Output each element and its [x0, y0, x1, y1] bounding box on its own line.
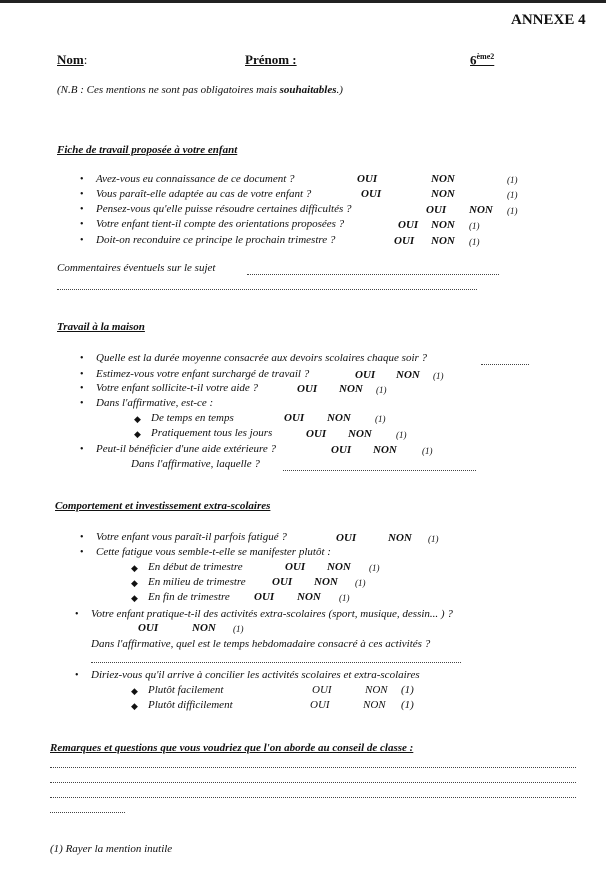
no-option[interactable]: NON: [431, 235, 455, 247]
no-option[interactable]: NON: [327, 561, 351, 573]
no-option[interactable]: NON: [469, 204, 493, 216]
answer-line[interactable]: [91, 662, 461, 663]
bullet: •: [80, 383, 84, 394]
yes-option[interactable]: OUI: [355, 369, 376, 381]
prenom-label: Prénom :: [245, 52, 297, 67]
no-option[interactable]: NON: [365, 684, 388, 696]
bullet: •: [80, 444, 84, 455]
yes-option[interactable]: OUI: [331, 444, 352, 456]
s3-q4b: Plutôt difficilement: [148, 699, 233, 711]
diamond-bullet: ◆: [131, 701, 138, 711]
section3-title: Comportement et investissement extra-scolaires: [55, 500, 271, 512]
yes-option[interactable]: OUI: [138, 622, 159, 634]
nom-label: Nom: [57, 52, 84, 67]
s2-q1: Quelle est la durée moyenne consacrée aux devoirs scolaires chaque soir ?: [96, 352, 428, 364]
s3-q4: Diriez-vous qu'il arrive à concilier les activités scolaires et extra-scolaires: [91, 669, 420, 681]
footnote-ref: (1): [469, 221, 480, 231]
no-option[interactable]: NON: [431, 188, 455, 200]
yes-option[interactable]: OUI: [297, 383, 318, 395]
footnote-ref: (1): [396, 430, 407, 440]
no-option[interactable]: NON: [388, 532, 412, 544]
s3-q2c: En fin de trimestre: [148, 591, 230, 603]
no-option[interactable]: NON: [339, 383, 363, 395]
yes-option[interactable]: OUI: [285, 561, 306, 573]
s2-q4b: Pratiquement tous les jours: [151, 427, 273, 439]
remarks-line[interactable]: [50, 812, 125, 813]
class-suffix: ème2: [476, 52, 495, 61]
footnote-ref: (1): [233, 624, 244, 634]
s2-q4: Dans l'affirmative, est-ce :: [96, 397, 214, 409]
no-option[interactable]: NON: [314, 576, 338, 588]
answer-line[interactable]: [481, 364, 529, 365]
bullet: •: [80, 532, 84, 543]
yes-option[interactable]: OUI: [310, 699, 330, 711]
remarks-line[interactable]: [50, 797, 576, 798]
diamond-bullet: ◆: [131, 593, 138, 603]
diamond-bullet: ◆: [134, 429, 141, 439]
footnote-ref: (1): [369, 563, 380, 573]
comment-answer-line[interactable]: [247, 274, 499, 275]
diamond-bullet: ◆: [131, 563, 138, 573]
yes-option[interactable]: OUI: [394, 235, 415, 247]
s2-q5b: Dans l'affirmative, laquelle ?: [131, 458, 260, 470]
remarks-line[interactable]: [50, 782, 576, 783]
s3-q1: Votre enfant vous paraît-il parfois fatigué ?: [96, 531, 287, 543]
footnote-ref: (1): [339, 593, 350, 603]
no-option[interactable]: NON: [431, 173, 455, 185]
s1-q1: Avez-vous eu connaissance de ce document ?: [96, 173, 295, 185]
s3-q3b: Dans l'affirmative, quel est le temps hebdomadaire consacré à ces activités ?: [91, 638, 431, 650]
no-option[interactable]: NON: [297, 591, 321, 603]
bullet: •: [80, 235, 84, 246]
footnote-ref: (1): [433, 371, 444, 381]
top-border: [0, 0, 606, 3]
no-option[interactable]: NON: [192, 622, 216, 634]
s3-q3: Votre enfant pratique-t-il des activités extra-scolaires (sport, musique, dessin... ) ?: [91, 608, 453, 620]
yes-option[interactable]: OUI: [398, 219, 419, 231]
s1-q5: Doit-on reconduire ce principe le prochain trimestre ?: [96, 234, 336, 246]
yes-option[interactable]: OUI: [272, 576, 293, 588]
bullet: •: [80, 369, 84, 380]
yes-option[interactable]: OUI: [312, 684, 332, 696]
footnote-ref: (1): [507, 190, 518, 200]
no-option[interactable]: NON: [327, 412, 351, 424]
remarks-line[interactable]: [50, 767, 576, 768]
bullet: •: [80, 547, 84, 558]
diamond-bullet: ◆: [131, 578, 138, 588]
bullet: •: [80, 174, 84, 185]
footnote-ref: (1): [507, 175, 518, 185]
footnote-ref: (1): [355, 578, 366, 588]
nom-colon: :: [83, 52, 88, 67]
footnote-ref: (1): [401, 684, 414, 696]
no-option[interactable]: NON: [373, 444, 397, 456]
no-option[interactable]: NON: [363, 699, 386, 711]
section1-title: Fiche de travail proposée à votre enfant: [57, 144, 238, 156]
yes-option[interactable]: OUI: [284, 412, 305, 424]
bullet: •: [80, 204, 84, 215]
bullet: •: [80, 353, 84, 364]
nom-line: [57, 52, 87, 68]
bullet: •: [80, 398, 84, 409]
footnote-ref: (1): [401, 699, 414, 711]
no-option[interactable]: NON: [348, 428, 372, 440]
nb-note-end: .): [336, 84, 343, 96]
yes-option[interactable]: OUI: [306, 428, 327, 440]
bullet: •: [75, 609, 79, 620]
s2-q4a: De temps en temps: [151, 412, 234, 424]
class-number: 6: [470, 52, 477, 68]
section2-title: Travail à la maison: [57, 321, 145, 333]
nb-note: [57, 84, 343, 96]
footnote-ref: (1): [507, 206, 518, 216]
s2-q2: Estimez-vous votre enfant surchargé de travail ?: [96, 368, 310, 380]
comment-answer-line[interactable]: [57, 289, 477, 290]
comment-label: Commentaires éventuels sur le sujet: [57, 262, 216, 274]
s1-q4: Votre enfant tient-il compte des orientations proposées ?: [96, 218, 345, 230]
s2-q5: Peut-il bénéficier d'une aide extérieure ?: [96, 443, 277, 455]
s3-q2b: En milieu de trimestre: [148, 576, 246, 588]
annex-label: ANNEXE 4: [511, 12, 586, 28]
footnote-ref: (1): [375, 414, 386, 424]
footnote-ref: (1): [376, 385, 387, 395]
s3-q4a: Plutôt facilement: [148, 684, 224, 696]
yes-option[interactable]: OUI: [357, 173, 378, 185]
class-label: [470, 52, 494, 68]
remarks-title: Remarques et questions que vous voudriez que l'on aborde au conseil de classe :: [50, 742, 414, 754]
answer-line[interactable]: [283, 470, 476, 471]
footnote-ref: (1): [469, 237, 480, 247]
s3-q2a: En début de trimestre: [148, 561, 243, 573]
bullet: •: [75, 670, 79, 681]
s1-q3: Pensez-vous qu'elle puisse résoudre certaines difficultés ?: [96, 203, 352, 215]
no-option[interactable]: NON: [396, 369, 420, 381]
no-option[interactable]: NON: [431, 219, 455, 231]
bullet: •: [80, 189, 84, 200]
yes-option[interactable]: OUI: [361, 188, 382, 200]
nb-note-bold: souhaitables: [279, 84, 337, 96]
yes-option[interactable]: OUI: [426, 204, 447, 216]
bullet: •: [80, 219, 84, 230]
diamond-bullet: ◆: [134, 414, 141, 424]
footnote-ref: (1): [422, 446, 433, 456]
footnote: (1) Rayer la mention inutile: [50, 843, 173, 855]
s3-q2: Cette fatigue vous semble-t-elle se manifester plutôt :: [96, 546, 331, 558]
s1-q2: Vous paraît-elle adaptée au cas de votre enfant ?: [96, 188, 312, 200]
s2-q3: Votre enfant sollicite-t-il votre aide ?: [96, 382, 259, 394]
yes-option[interactable]: OUI: [336, 532, 357, 544]
footnote-ref: (1): [428, 534, 439, 544]
yes-option[interactable]: OUI: [254, 591, 275, 603]
nb-note-text: (N.B : Ces mentions ne sont pas obligatoires mais: [57, 84, 280, 96]
diamond-bullet: ◆: [131, 686, 138, 696]
